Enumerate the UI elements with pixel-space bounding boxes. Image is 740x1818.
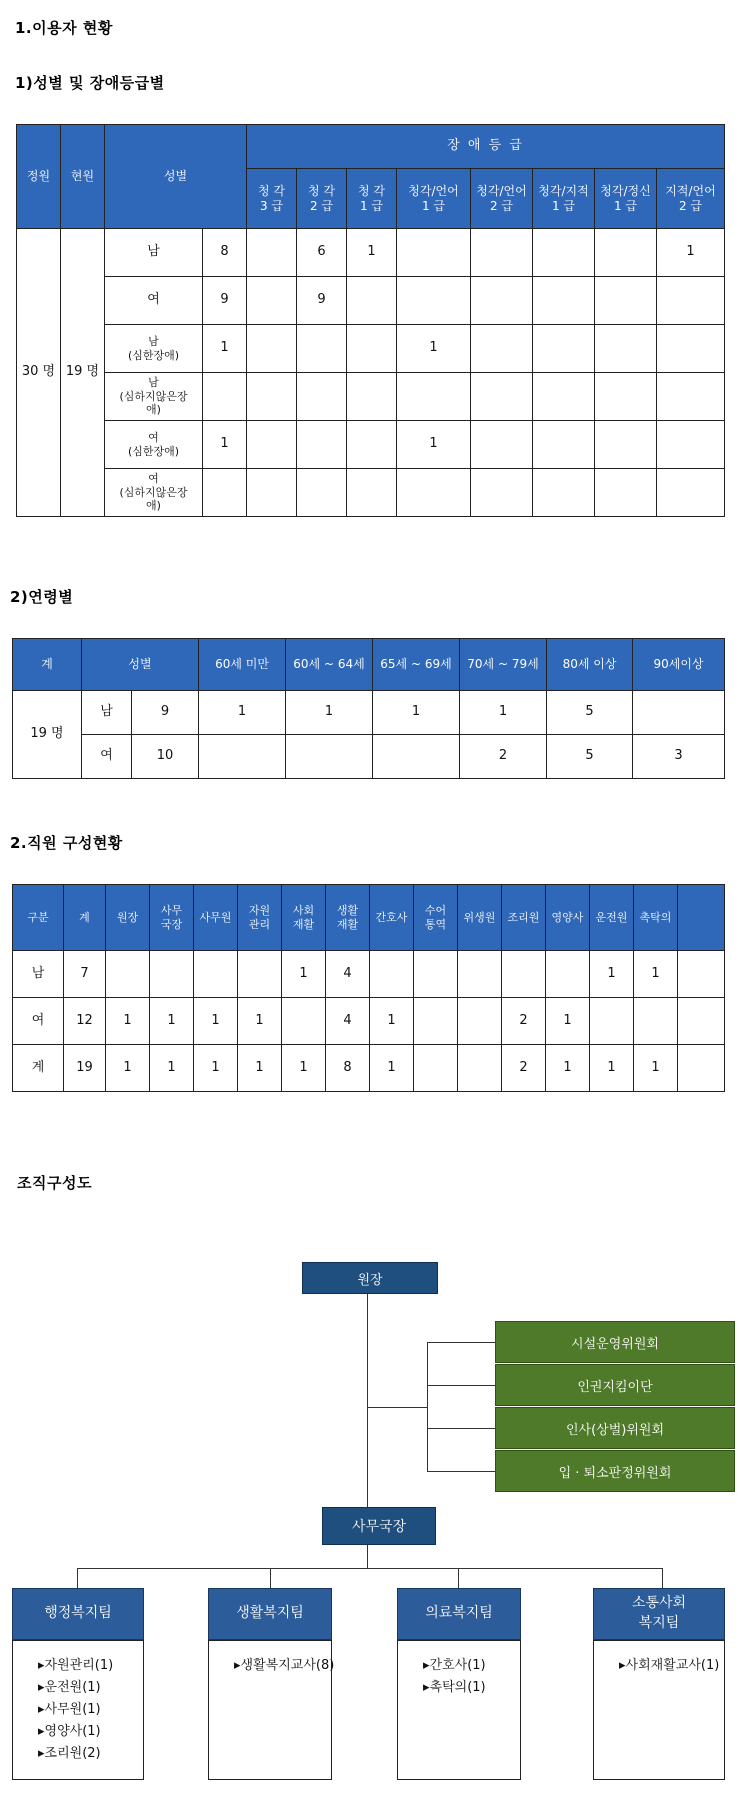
grade-cell	[247, 469, 297, 517]
org-team-member: ▸간호사(1)	[423, 1658, 486, 1673]
grade-cell	[347, 325, 397, 373]
staff-cell	[678, 1045, 725, 1092]
gender-label: 여 (심한장애)	[105, 421, 203, 469]
org-team-members	[593, 1640, 725, 1780]
staff-col-header: 계	[64, 885, 106, 951]
age-total-header: 계	[13, 639, 82, 691]
org-team-header: 생활복지팀	[208, 1588, 332, 1640]
table-row	[17, 469, 725, 517]
gender-label: 남 (심한장애)	[105, 325, 203, 373]
staff-col-header: 원장	[106, 885, 150, 951]
table-row	[13, 691, 725, 735]
grade-cell	[471, 373, 533, 421]
org-team-member: ▸운전원(1)	[38, 1680, 101, 1695]
staff-cell: 8	[326, 1045, 370, 1092]
staff-cell	[414, 998, 458, 1045]
age-cell: 1	[373, 691, 460, 735]
staff-cell: 1	[150, 998, 194, 1045]
heading-staff: 2.직원 구성현황	[10, 834, 123, 852]
heading-age: 2)연령별	[10, 588, 74, 606]
table-row	[13, 1045, 725, 1092]
age-cell	[373, 735, 460, 779]
staff-cell: 1	[194, 1045, 238, 1092]
grade-cell	[397, 373, 471, 421]
grade-cell	[297, 469, 347, 517]
staff-cell	[458, 998, 502, 1045]
gender-count: 9	[203, 277, 247, 325]
age-cell: 1	[286, 691, 373, 735]
staff-cell: 1	[634, 1045, 678, 1092]
staff-cell: 4	[326, 998, 370, 1045]
capacity-value: 30 명	[17, 229, 61, 517]
grade-col-header: 청 각 3 급	[247, 169, 297, 229]
gender-label: 남	[105, 229, 203, 277]
org-team-members	[397, 1640, 521, 1780]
grade-cell	[297, 421, 347, 469]
staff-col-header: 자원 관리	[238, 885, 282, 951]
staff-col-header: 영양사	[546, 885, 590, 951]
age-cell	[286, 735, 373, 779]
age-col-header: 65세 ~ 69세	[373, 639, 460, 691]
table-row	[13, 951, 725, 998]
grade-cell	[471, 469, 533, 517]
age-gender-header: 성별	[82, 639, 199, 691]
current-value: 19 명	[61, 229, 105, 517]
staff-col-header: 수어 통역	[414, 885, 458, 951]
grade-cell	[471, 229, 533, 277]
staff-cell: 1	[238, 998, 282, 1045]
grade-cell	[595, 325, 657, 373]
age-col-header: 80세 이상	[547, 639, 633, 691]
org-team-header: 의료복지팀	[397, 1588, 521, 1640]
grade-cell	[347, 421, 397, 469]
table-row	[13, 998, 725, 1045]
org-team-header: 행정복지팀	[12, 1588, 144, 1640]
staff-cell	[150, 951, 194, 998]
age-cell: 2	[460, 735, 547, 779]
staff-cell: 1	[106, 998, 150, 1045]
org-committee-1: 시설운영위원회	[495, 1321, 735, 1363]
grade-cell	[471, 277, 533, 325]
gender-count: 8	[203, 229, 247, 277]
grade-cell: 1	[657, 229, 725, 277]
staff-cell: 7	[64, 951, 106, 998]
age-col-header: 60세 ~ 64세	[286, 639, 373, 691]
staff-cell: 2	[502, 1045, 546, 1092]
staff-cell	[194, 951, 238, 998]
staff-col-header: 사회 재활	[282, 885, 326, 951]
org-director-box: 원장	[302, 1262, 438, 1294]
staff-cell	[678, 951, 725, 998]
grade-cell	[397, 277, 471, 325]
table-row	[17, 277, 725, 325]
grade-cell	[471, 421, 533, 469]
staff-row-label: 여	[13, 998, 64, 1045]
age-col-header: 90세이상	[633, 639, 725, 691]
staff-cell	[458, 951, 502, 998]
grade-cell	[533, 229, 595, 277]
staff-cell: 1	[370, 998, 414, 1045]
staff-table	[12, 884, 725, 1092]
grade-cell: 9	[297, 277, 347, 325]
staff-cell: 1	[106, 1045, 150, 1092]
grade-cell	[247, 421, 297, 469]
staff-cell	[546, 951, 590, 998]
org-team-header: 소통사회 복지팀	[593, 1588, 725, 1640]
grade-cell	[595, 277, 657, 325]
staff-cell	[678, 998, 725, 1045]
grade-cell	[397, 229, 471, 277]
gender-label: 여 (심하지않은장 애)	[105, 469, 203, 517]
grade-cell: 6	[297, 229, 347, 277]
staff-cell: 1	[546, 1045, 590, 1092]
org-committee-3: 인사(상벌)위원회	[495, 1407, 735, 1449]
staff-cell: 1	[634, 951, 678, 998]
age-cell: 1	[199, 691, 286, 735]
staff-cell	[370, 951, 414, 998]
grade-cell	[471, 325, 533, 373]
grade-cell	[595, 373, 657, 421]
age-cell: 5	[547, 691, 633, 735]
staff-cell: 1	[590, 951, 634, 998]
grade-col-header: 청 각 1 급	[347, 169, 397, 229]
grade-cell	[533, 277, 595, 325]
org-team-members	[208, 1640, 335, 1780]
grade-cell	[247, 373, 297, 421]
capacity-header: 정원	[17, 125, 61, 229]
grade-cell	[595, 421, 657, 469]
grade-col-header: 청 각 2 급	[297, 169, 347, 229]
staff-cell	[502, 951, 546, 998]
grade-cell: 1	[397, 325, 471, 373]
staff-col-header: 위생원	[458, 885, 502, 951]
grade-cell	[533, 421, 595, 469]
grade-cell	[657, 373, 725, 421]
grade-cell: 1	[347, 229, 397, 277]
table-row	[17, 373, 725, 421]
org-team-member: ▸자원관리(1)	[38, 1658, 114, 1673]
staff-cell: 4	[326, 951, 370, 998]
grade-cell	[657, 469, 725, 517]
grade-cell	[657, 277, 725, 325]
staff-col-header	[678, 885, 725, 951]
grade-cell	[297, 373, 347, 421]
staff-cell: 1	[370, 1045, 414, 1092]
org-committee-4: 입 · 퇴소판정위원회	[495, 1450, 735, 1492]
staff-cell: 12	[64, 998, 106, 1045]
grade-col-header: 청각/언어 2 급	[471, 169, 533, 229]
org-team-member: ▸조리원(2)	[38, 1746, 101, 1761]
grade-cell	[595, 469, 657, 517]
grade-cell: 1	[397, 421, 471, 469]
age-cell	[199, 735, 286, 779]
staff-row-label: 남	[13, 951, 64, 998]
age-table	[12, 638, 725, 779]
gender-header: 성별	[105, 125, 247, 229]
staff-cell: 1	[194, 998, 238, 1045]
grade-header: 장 애 등 급	[247, 125, 725, 169]
table-row	[17, 421, 725, 469]
org-team-members	[12, 1640, 144, 1780]
staff-cell: 1	[546, 998, 590, 1045]
grade-cell	[347, 277, 397, 325]
staff-cell	[634, 998, 678, 1045]
age-col-header: 70세 ~ 79세	[460, 639, 547, 691]
staff-col-header: 조리원	[502, 885, 546, 951]
grade-cell	[533, 373, 595, 421]
age-gender-count: 9	[132, 691, 199, 735]
org-team-member: ▸사무원(1)	[38, 1702, 101, 1717]
staff-cell: 1	[282, 951, 326, 998]
grade-cell	[247, 277, 297, 325]
org-committee-2: 인권지킴이단	[495, 1364, 735, 1406]
staff-col-header: 간호사	[370, 885, 414, 951]
grade-col-header: 청각/지적 1 급	[533, 169, 595, 229]
gender-label: 여	[105, 277, 203, 325]
table-row	[13, 735, 725, 779]
current-header: 현원	[61, 125, 105, 229]
age-col-header: 60세 미만	[199, 639, 286, 691]
heading-users: 1.이용자 현황	[15, 19, 113, 37]
org-team-member: ▸생활복지교사(8)	[234, 1658, 335, 1673]
grade-cell	[657, 421, 725, 469]
age-total-value: 19 명	[13, 691, 82, 779]
grade-cell	[297, 325, 347, 373]
staff-cell: 19	[64, 1045, 106, 1092]
grade-cell	[347, 373, 397, 421]
heading-gender-grade: 1)성별 및 장애등급별	[15, 74, 165, 92]
staff-col-header: 촉탁의	[634, 885, 678, 951]
grade-cell	[533, 325, 595, 373]
grade-cell	[595, 229, 657, 277]
age-gender-label: 남	[82, 691, 132, 735]
heading-org: 조직구성도	[17, 1174, 92, 1192]
age-cell: 5	[547, 735, 633, 779]
staff-cell	[106, 951, 150, 998]
age-gender-label: 여	[82, 735, 132, 779]
grade-cell	[247, 325, 297, 373]
staff-cell	[458, 1045, 502, 1092]
gender-count	[203, 373, 247, 421]
grade-cell	[657, 325, 725, 373]
grade-col-header: 지적/언어 2 급	[657, 169, 725, 229]
org-secretary-box: 사무국장	[322, 1507, 436, 1545]
staff-col-header: 생활 재활	[326, 885, 370, 951]
staff-cell	[414, 1045, 458, 1092]
gender-grade-table	[16, 124, 725, 517]
grade-cell	[347, 469, 397, 517]
grade-col-header: 청각/언어 1 급	[397, 169, 471, 229]
staff-cell	[414, 951, 458, 998]
gender-label: 남 (심하지않은장 애)	[105, 373, 203, 421]
grade-cell	[533, 469, 595, 517]
age-cell: 1	[460, 691, 547, 735]
staff-cell	[590, 998, 634, 1045]
table-row	[17, 325, 725, 373]
staff-row-label: 계	[13, 1045, 64, 1092]
org-team-member: ▸사회재활교사(1)	[619, 1658, 720, 1673]
staff-col-header: 구분	[13, 885, 64, 951]
grade-cell	[247, 229, 297, 277]
staff-cell: 1	[282, 1045, 326, 1092]
gender-count: 1	[203, 421, 247, 469]
staff-cell: 1	[150, 1045, 194, 1092]
staff-cell	[282, 998, 326, 1045]
staff-cell: 2	[502, 998, 546, 1045]
age-gender-count: 10	[132, 735, 199, 779]
table-row	[17, 229, 725, 277]
staff-col-header: 운전원	[590, 885, 634, 951]
gender-count	[203, 469, 247, 517]
gender-count: 1	[203, 325, 247, 373]
staff-col-header: 사무원	[194, 885, 238, 951]
staff-cell: 1	[238, 1045, 282, 1092]
grade-cell	[397, 469, 471, 517]
org-team-member: ▸촉탁의(1)	[423, 1680, 486, 1695]
staff-cell	[238, 951, 282, 998]
staff-col-header: 사무 국장	[150, 885, 194, 951]
org-team-member: ▸영양사(1)	[38, 1724, 101, 1739]
age-cell	[633, 691, 725, 735]
grade-col-header: 청각/정신 1 급	[595, 169, 657, 229]
age-cell: 3	[633, 735, 725, 779]
staff-cell: 1	[590, 1045, 634, 1092]
